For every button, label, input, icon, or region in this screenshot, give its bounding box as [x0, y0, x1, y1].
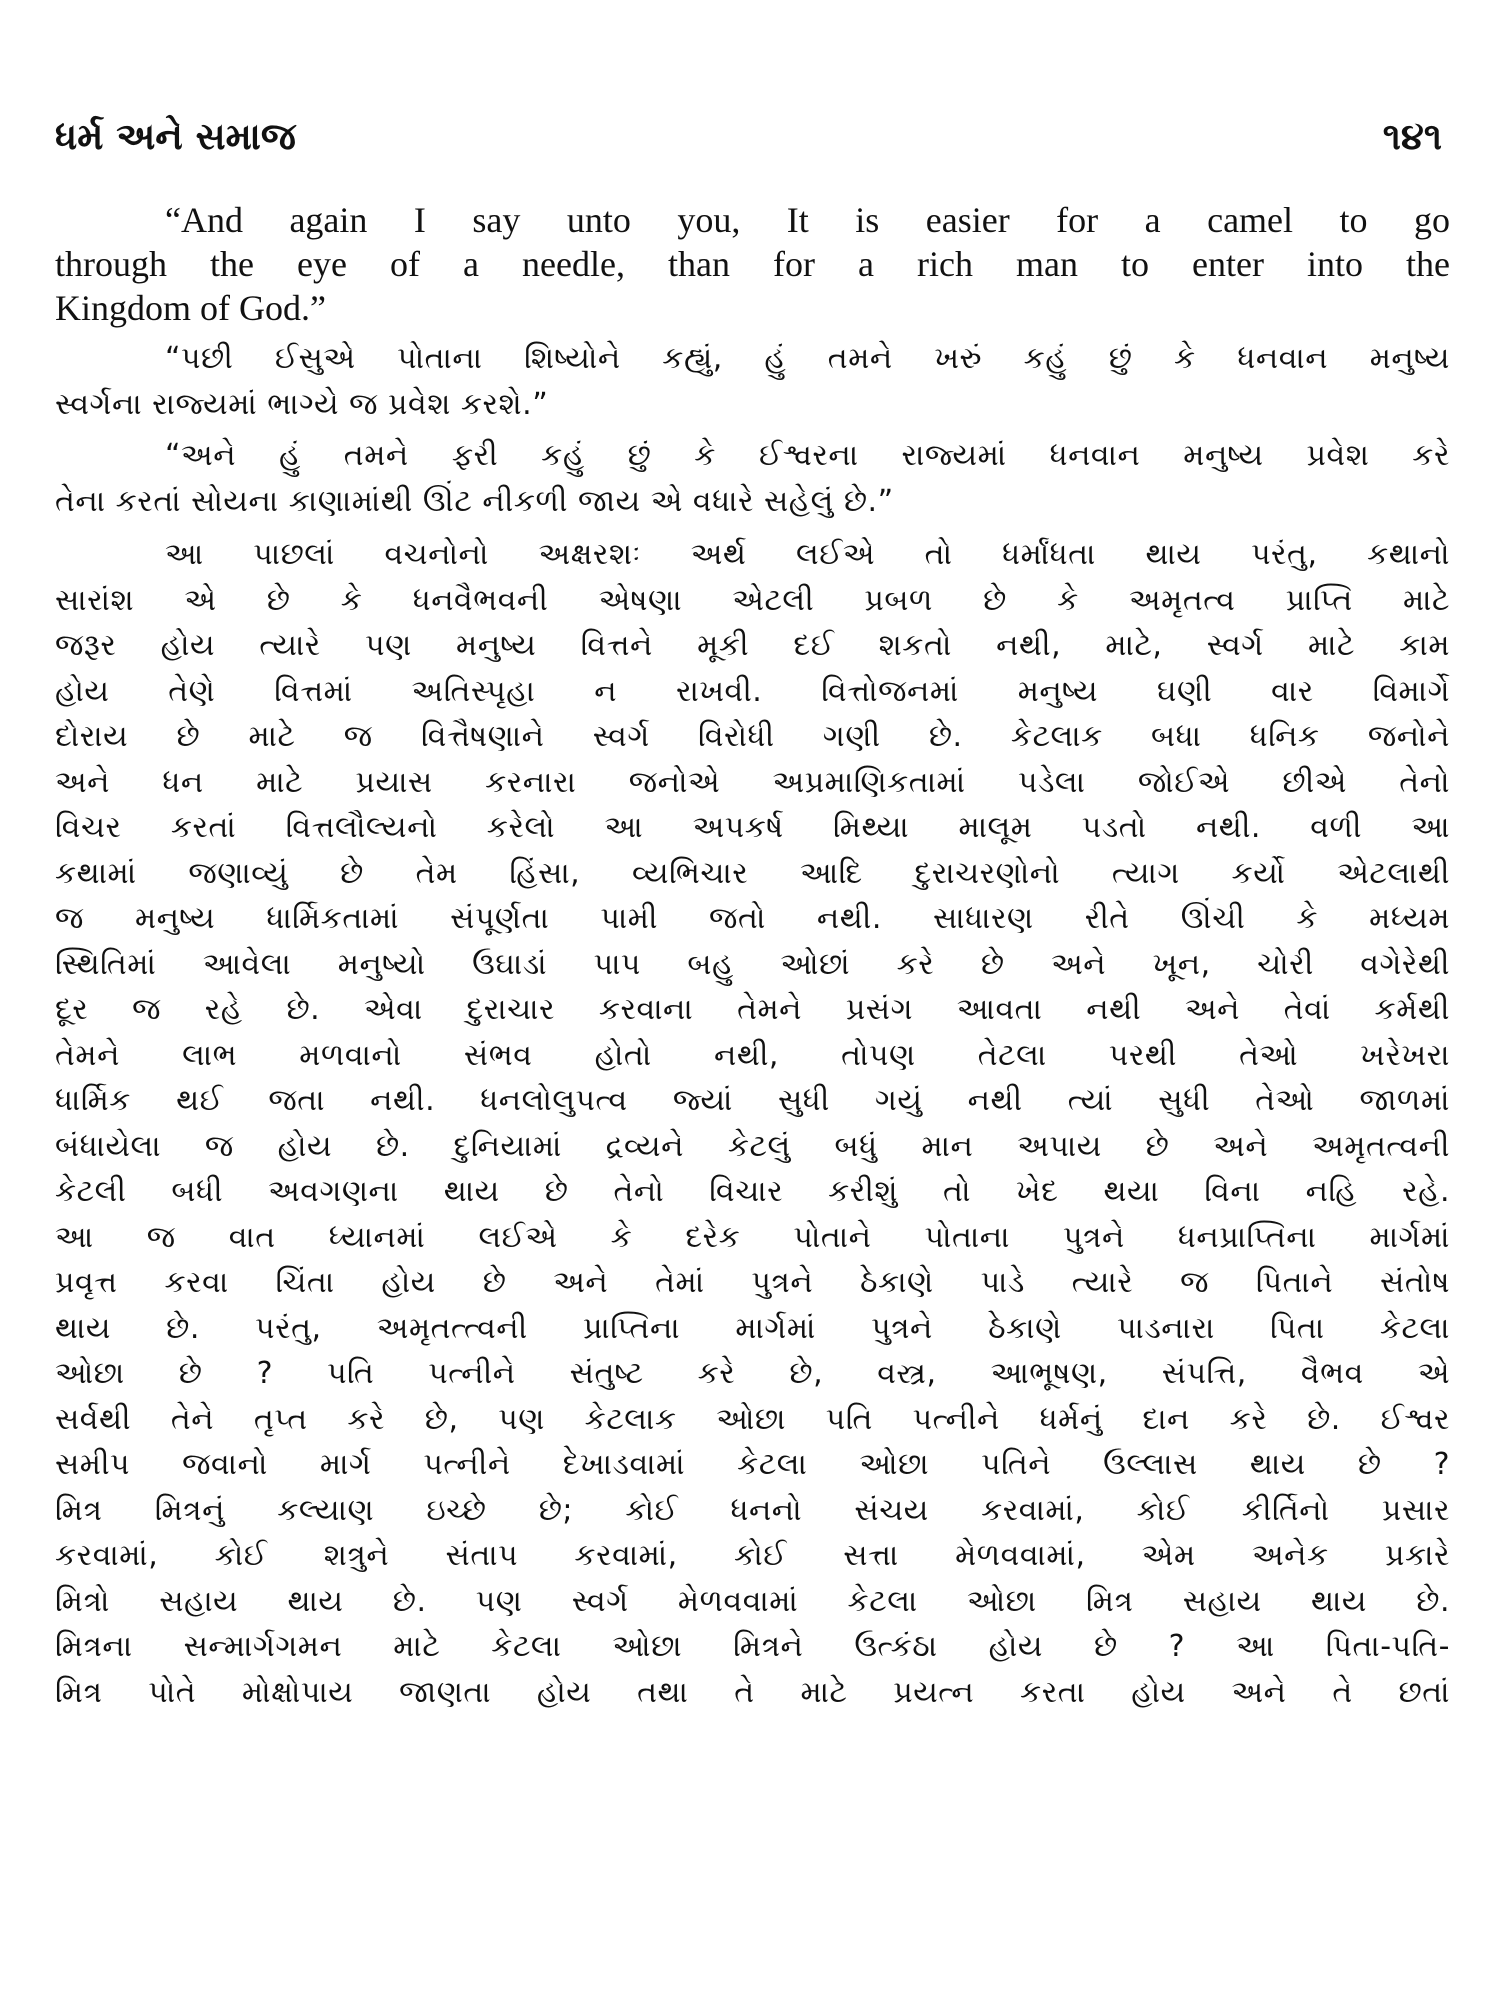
text-line: વિચર કરતાં વિત્તલૌલ્યનો કરેલો આ અપકર્ષ મિથ્યા માલૂમ પડતો નથી. વળી આ	[55, 810, 1450, 845]
text-line: “And again I say unto you, It is easier for a camel to go	[165, 200, 1450, 240]
text-line: સર્વથી તેને તૃપ્ત કરે છે, પણ કેટલાક ઓછા પતિ પત્નીને ધર્મનું દાન કરે છે. ઈશ્વર	[55, 1401, 1450, 1437]
text-line: થાય છે. પરંતુ, અમૃતત્ત્વની પ્રાપ્તિના માર્ગમાં પુત્રને ઠેકાણે પાડનારા પિતા કેટલા	[55, 1310, 1450, 1346]
gujarati-quote-paragraph	[55, 433, 1450, 524]
text-line: આ પાછલાં વચનોનો અક્ષરશઃ અર્થ લઈએ તો ધર્માંધતા થાય પરંતુ, કથાનો	[165, 537, 1450, 572]
text-line: સ્વર્ગના રાજ્યમાં ભાગ્યે જ પ્રવેશ કરશે.”	[55, 386, 549, 422]
text-line: સ્થિતિમાં આવેલા મનુષ્યો ઉઘાડાં પાપ બહુ ઓછાં કરે છે અને ખૂન, ચોરી વગેરેથી	[55, 946, 1450, 982]
running-title: ધર્મ અને સમાજ	[55, 115, 296, 158]
text-line: Kingdom of God.”	[55, 288, 326, 328]
body-paragraph	[55, 532, 1450, 1715]
text-line: ઓછા છે ? પતિ પત્નીને સંતુષ્ટ કરે છે, વસ્ત્ર, આભૂષણ, સંપત્તિ, વૈભવ એ	[55, 1356, 1450, 1391]
text-line: ધાર્મિક થઈ જતા નથી. ધનલોલુપત્વ જ્યાં સુધી ગયું નથી ત્યાં સુધી તેઓ જાળમાં	[55, 1083, 1450, 1118]
text-line: બંધાયેલા જ હોય છે. દુનિયામાં દ્રવ્યને કેટલું બધું માન અપાય છે અને અમૃતત્વની	[55, 1128, 1450, 1164]
text-line: કેટલી બધી અવગણના થાય છે તેનો વિચાર કરીશું તો ખેદ થયા વિના નહિ રહે.	[55, 1174, 1450, 1209]
text-line: દૂર જ રહે છે. એવા દુરાચાર કરવાના તેમને પ્રસંગ આવતા નથી અને તેવાં કર્મથી	[55, 992, 1450, 1027]
text-line: સમીપ જવાનો માર્ગ પત્નીને દેખાડવામાં કેટલા ઓછા પતિને ઉલ્લાસ થાય છે ?	[55, 1447, 1450, 1482]
text-line: જરૂર હોય ત્યારે પણ મનુષ્ય વિત્તને મૂકી દઈ શકતો નથી, માટે, સ્વર્ગ માટે કામ	[55, 628, 1450, 663]
text-line: સારાંશ એ છે કે ધનવૈભવની એષણા એટલી પ્રબળ છે કે અમૃતત્વ પ્રાપ્તિ માટે	[55, 582, 1450, 618]
text-line: પ્રવૃત્ત કરવા ચિંતા હોય છે અને તેમાં પુત્રને ઠેકાણે પાડે ત્યારે જ પિતાને સંતોષ	[55, 1265, 1450, 1300]
text-line: મિત્ર મિત્રનું કલ્યાણ ઇચ્છે છે; કોઈ ધનનો સંચય કરવામાં, કોઈ કીર્તિનો પ્રસાર	[55, 1492, 1450, 1528]
page-number: ૧૪૧	[1382, 115, 1442, 158]
text-line: મિત્રો સહાય થાય છે. પણ સ્વર્ગ મેળવવામાં કેટલા ઓછા મિત્ર સહાય થાય છે.	[55, 1583, 1450, 1619]
text-line: through the eye of a needle, than for a rich man to enter into the	[55, 244, 1450, 284]
gujarati-quote-paragraph	[55, 336, 1450, 427]
text-line: અને ધન માટે પ્રયાસ કરનારા જનોએ અપ્રમાણિકતામાં પડેલા જોઈએ છીએ તેનો	[55, 764, 1450, 800]
text-line: દોરાય છે માટે જ વિત્તૈષણાને સ્વર્ગ વિરોધી ગણી છે. કેટલાક બધા ધનિક જનોને	[55, 719, 1450, 754]
text-line: આ જ વાત ધ્યાનમાં લઈએ કે દરેક પોતાને પોતાના પુત્રને ધનપ્રાપ્તિના માર્ગમાં	[55, 1219, 1450, 1255]
text-line: જ મનુષ્ય ધાર્મિકતામાં સંપૂર્ણતા પામી જતો નથી. સાધારણ રીતે ઊંચી કે મધ્યમ	[55, 901, 1450, 936]
text-line: તેમને લાભ મળવાનો સંભવ હોતો નથી, તોપણ તેટલા પરથી તેઓ ખરેખરા	[55, 1037, 1450, 1073]
text-line: મિત્રના સન્માર્ગગમન માટે કેટલા ઓછા મિત્રને ઉત્કંઠા હોય છે ? આ પિતા-પતિ-	[55, 1629, 1450, 1664]
text-line: કરવામાં, કોઈ શત્રુને સંતાપ કરવામાં, કોઈ સત્તા મેળવવામાં, એમ અનેક પ્રકારે	[55, 1538, 1450, 1573]
text-line: તેના કરતાં સોયના કાણામાંથી ઊંટ નીકળી જાય એ વધારે સહેલું છે.”	[55, 483, 894, 519]
text-line: કથામાં જણાવ્યું છે તેમ હિંસા, વ્યભિચાર આદિ દુરાચરણોનો ત્યાગ કર્યો એટલાથી	[55, 855, 1450, 891]
body-text	[55, 198, 1450, 1715]
text-line: મિત્ર પોતે મોક્ષોપાય જાણતા હોય તથા તે માટે પ્રયત્ન કરતા હોય અને તે છતાં	[55, 1674, 1450, 1710]
page-header	[55, 112, 1442, 172]
text-line: “પછી ઈસુએ પોતાના શિષ્યોને કહ્યું, હું તમને ખરું કહું છું કે ધનવાન મનુષ્ય	[165, 341, 1450, 376]
text-line: “અને હું તમને ફરી કહું છું કે ઈશ્વરના રાજ્યમાં ધનવાન મનુષ્ય પ્રવેશ કરે	[165, 438, 1450, 473]
english-quote-paragraph	[55, 198, 1450, 330]
text-line: હોય તેણે વિત્તમાં અતિસ્પૃહા ન રાખવી. વિત્તોજનમાં મનુષ્ય ઘણી વાર વિમાર્ગે	[55, 673, 1450, 709]
